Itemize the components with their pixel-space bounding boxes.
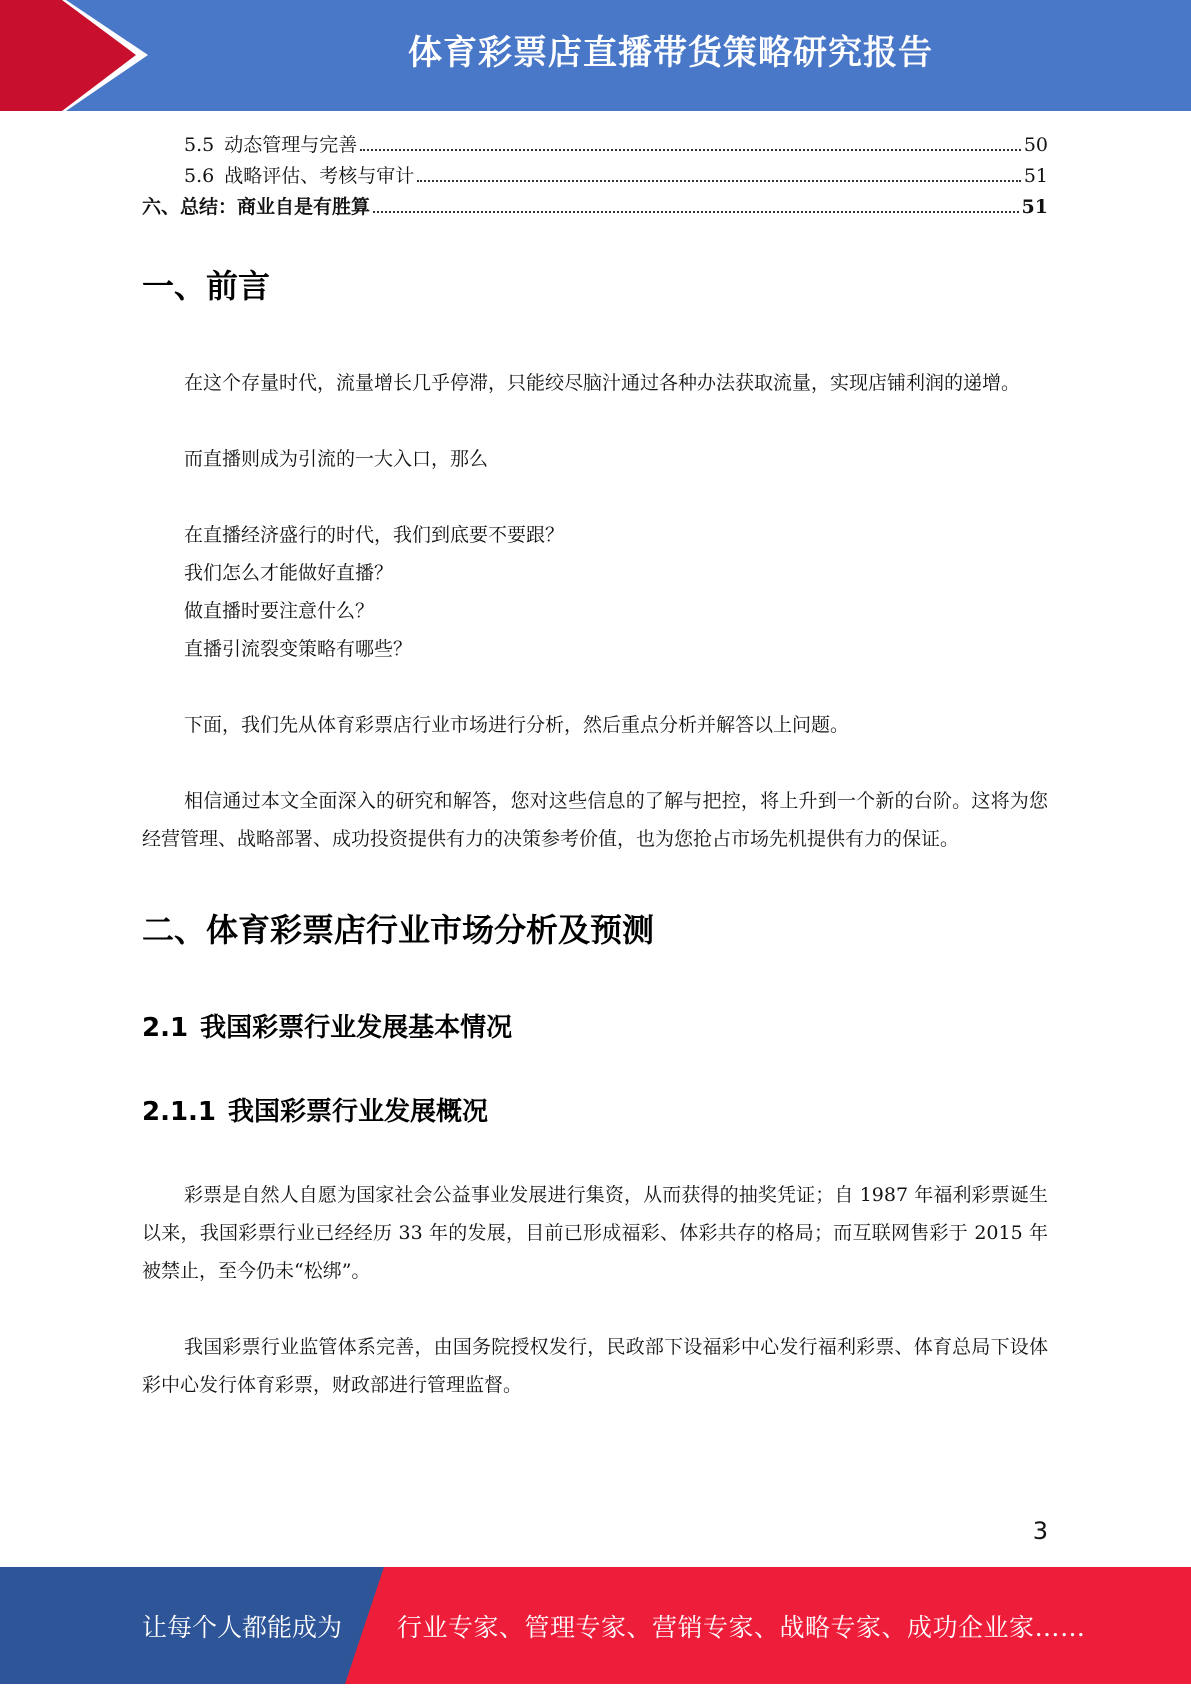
paragraph: 而直播则成为引流的一大入口，那么 <box>184 448 489 470</box>
toc-entry-page: 51 <box>1023 165 1048 187</box>
subsection-number: 2.1.1 <box>142 1097 217 1127</box>
header-arrow-decoration <box>0 0 160 111</box>
page-header <box>0 0 1191 111</box>
footer-slogan-right: 行业专家、管理专家、营销专家、战略专家、成功企业家…… <box>397 1613 1086 1642</box>
toc-entry-label: 六、总结：商业自是有胜算 <box>142 196 371 218</box>
toc-entry-number: 5.5 <box>184 134 215 156</box>
document-title: 体育彩票店直播带货策略研究报告 <box>408 33 933 73</box>
subsection-number: 2.1 <box>142 1013 189 1043</box>
question-item: 直播引流裂变策略有哪些？ <box>184 638 413 660</box>
toc-entry-label: 战略评估、考核与审计 <box>224 165 415 187</box>
toc-leader-dots <box>360 149 1021 151</box>
toc-entry-number: 5.6 <box>184 165 215 187</box>
paragraph: 在这个存量时代，流量增长几乎停滞，只能绞尽脑汁通过各种办法获取流量，实现店铺利润的递增。 <box>184 372 1021 394</box>
subsection-title: 我国彩票行业发展概况 <box>228 1097 489 1127</box>
toc-entry-label: 动态管理与完善 <box>224 134 358 156</box>
paragraph: 下面，我们先从体育彩票店行业市场进行分析，然后重点分析并解答以上问题。 <box>184 714 850 736</box>
section-heading-market-analysis: 二、体育彩票店行业市场分析及预测 <box>142 911 655 949</box>
paragraph: 我国彩票行业监管体系完善，由国务院授权发行，民政部下设福彩中心发行福利彩票、体育总局下设体彩中心发行体育彩票，财政部进行管理监督。 <box>142 1336 1048 1396</box>
question-list <box>142 516 1048 668</box>
section-heading-preface: 一、前言 <box>142 267 271 305</box>
toc-entry-page: 51 <box>1021 196 1048 218</box>
toc-entry[interactable] <box>142 130 1048 161</box>
page-footer <box>0 1567 1191 1684</box>
footer-slogan-left: 让每个人都能成为 <box>142 1613 343 1642</box>
toc-leader-dots <box>373 211 1019 213</box>
subsection-heading-2-1 <box>142 1006 1048 1050</box>
document-body <box>142 258 1048 1404</box>
question-item: 在直播经济盛行的时代，我们到底要不要跟？ <box>184 524 565 546</box>
subsection-heading-2-1-1 <box>142 1090 1048 1134</box>
paragraph: 彩票是自然人自愿为国家社会公益事业发展进行集资，从而获得的抽奖凭证；自 1987 年福利彩票诞生以来，我国彩票行业已经经历 33 年的发展，目前已形成福彩、体彩共存的格局；而互联网售彩于 2015 年被禁止，至今仍未“松绑”。 <box>142 1184 1048 1282</box>
toc-entry-page: 50 <box>1023 134 1048 156</box>
page-number: 3 <box>1032 1517 1048 1545</box>
toc-entry[interactable] <box>142 161 1048 192</box>
paragraph: 相信通过本文全面深入的研究和解答，您对这些信息的了解与把控，将上升到一个新的台阶。这将为您经营管理、战略部署、成功投资提供有力的决策参考价值，也为您抢占市场先机提供有力的保证。 <box>142 790 1048 850</box>
subsection-title: 我国彩票行业发展基本情况 <box>200 1013 513 1043</box>
toc-entry[interactable] <box>142 192 1048 223</box>
question-item: 我们怎么才能做好直播？ <box>184 562 394 584</box>
toc-leader-dots <box>417 180 1021 182</box>
question-item: 做直播时要注意什么？ <box>184 600 375 622</box>
table-of-contents <box>142 130 1048 223</box>
